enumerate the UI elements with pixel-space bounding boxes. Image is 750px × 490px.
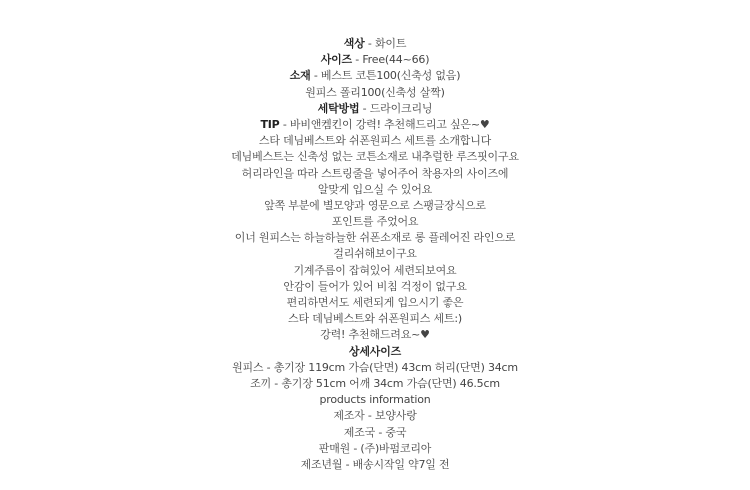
tip-row: [0, 117, 750, 133]
size-row: [0, 52, 750, 68]
color-row: [0, 36, 750, 52]
description-line: 허리라인을 따라 스트링줄을 넣어주어 착용자의 사이즈에: [241, 166, 509, 180]
products-information-line: 판매원 - (주)바펌코리아: [318, 441, 432, 455]
description-line: 걸리쉬해보이구요: [333, 247, 417, 261]
products-information-line: 제조국 - 중국: [343, 425, 407, 439]
color-value: - 화이트: [364, 37, 407, 50]
description-line: 강력! 추천해드려요~♥: [320, 328, 430, 342]
description-line: 스타 데님베스트와 쉬폰원피스 세트:): [288, 312, 462, 326]
detail-size-heading: 상세사이즈: [348, 344, 402, 358]
products-information-heading: products information: [319, 393, 431, 407]
detail-size-line: 조끼 - 총기장 51cm 어깨 34cm 가슴(단면) 46.5cm: [250, 376, 500, 390]
color-label: 색상: [343, 37, 365, 50]
description-line: 포인트를 주었어요: [331, 215, 419, 229]
material-row: [0, 68, 750, 84]
description-line: 앞쪽 부분에 별모양과 영문으로 스팽글장식으로: [264, 198, 486, 212]
material-value: - 베스트 코튼100(신축성 없음): [310, 69, 461, 83]
description-line: 기계주름이 잡혀있어 세련되보여요: [293, 263, 457, 277]
description-line: 알맞게 입으실 수 있어요: [317, 182, 433, 196]
description-line: 데님베스트는 신축성 없는 코튼소재로 내추럴한 루즈핏이구요: [231, 150, 519, 164]
description-line: 스타 데님베스트와 쉬폰원피스 세트를 소개합니다: [258, 134, 492, 148]
washing-value: - 드라이크리닝: [359, 101, 433, 115]
tip-value: - 바비앤켐킨이 강력! 추천해드리고 싶은~♥: [279, 117, 490, 131]
size-label: 사이즈: [320, 53, 352, 67]
material-row-2: 원피스 폴리100(신축성 살짝): [305, 85, 445, 99]
products-information-line: 제조년월 - 배송시작일 약7일 전: [300, 457, 450, 471]
tip-label: TIP: [260, 117, 280, 131]
washing-row: [0, 101, 750, 117]
washing-label: 세탁방법: [317, 101, 360, 115]
detail-size-line: 원피스 - 총기장 119cm 가슴(단면) 43cm 허리(단면) 34cm: [232, 360, 518, 374]
description-line: 안감이 들어가 있어 비침 걱정이 없구요: [283, 279, 467, 293]
material-label: 소재: [289, 69, 311, 83]
description-line: 이너 원피스는 하늘하늘한 쉬폰소재로 롱 플레어진 라인으로: [234, 231, 516, 245]
size-value: - Free(44~66): [351, 53, 430, 67]
products-information-line: 제조자 - 보양사랑: [333, 409, 417, 423]
description-line: 편리하면서도 세련되게 입으시기 좋은: [286, 296, 464, 309]
